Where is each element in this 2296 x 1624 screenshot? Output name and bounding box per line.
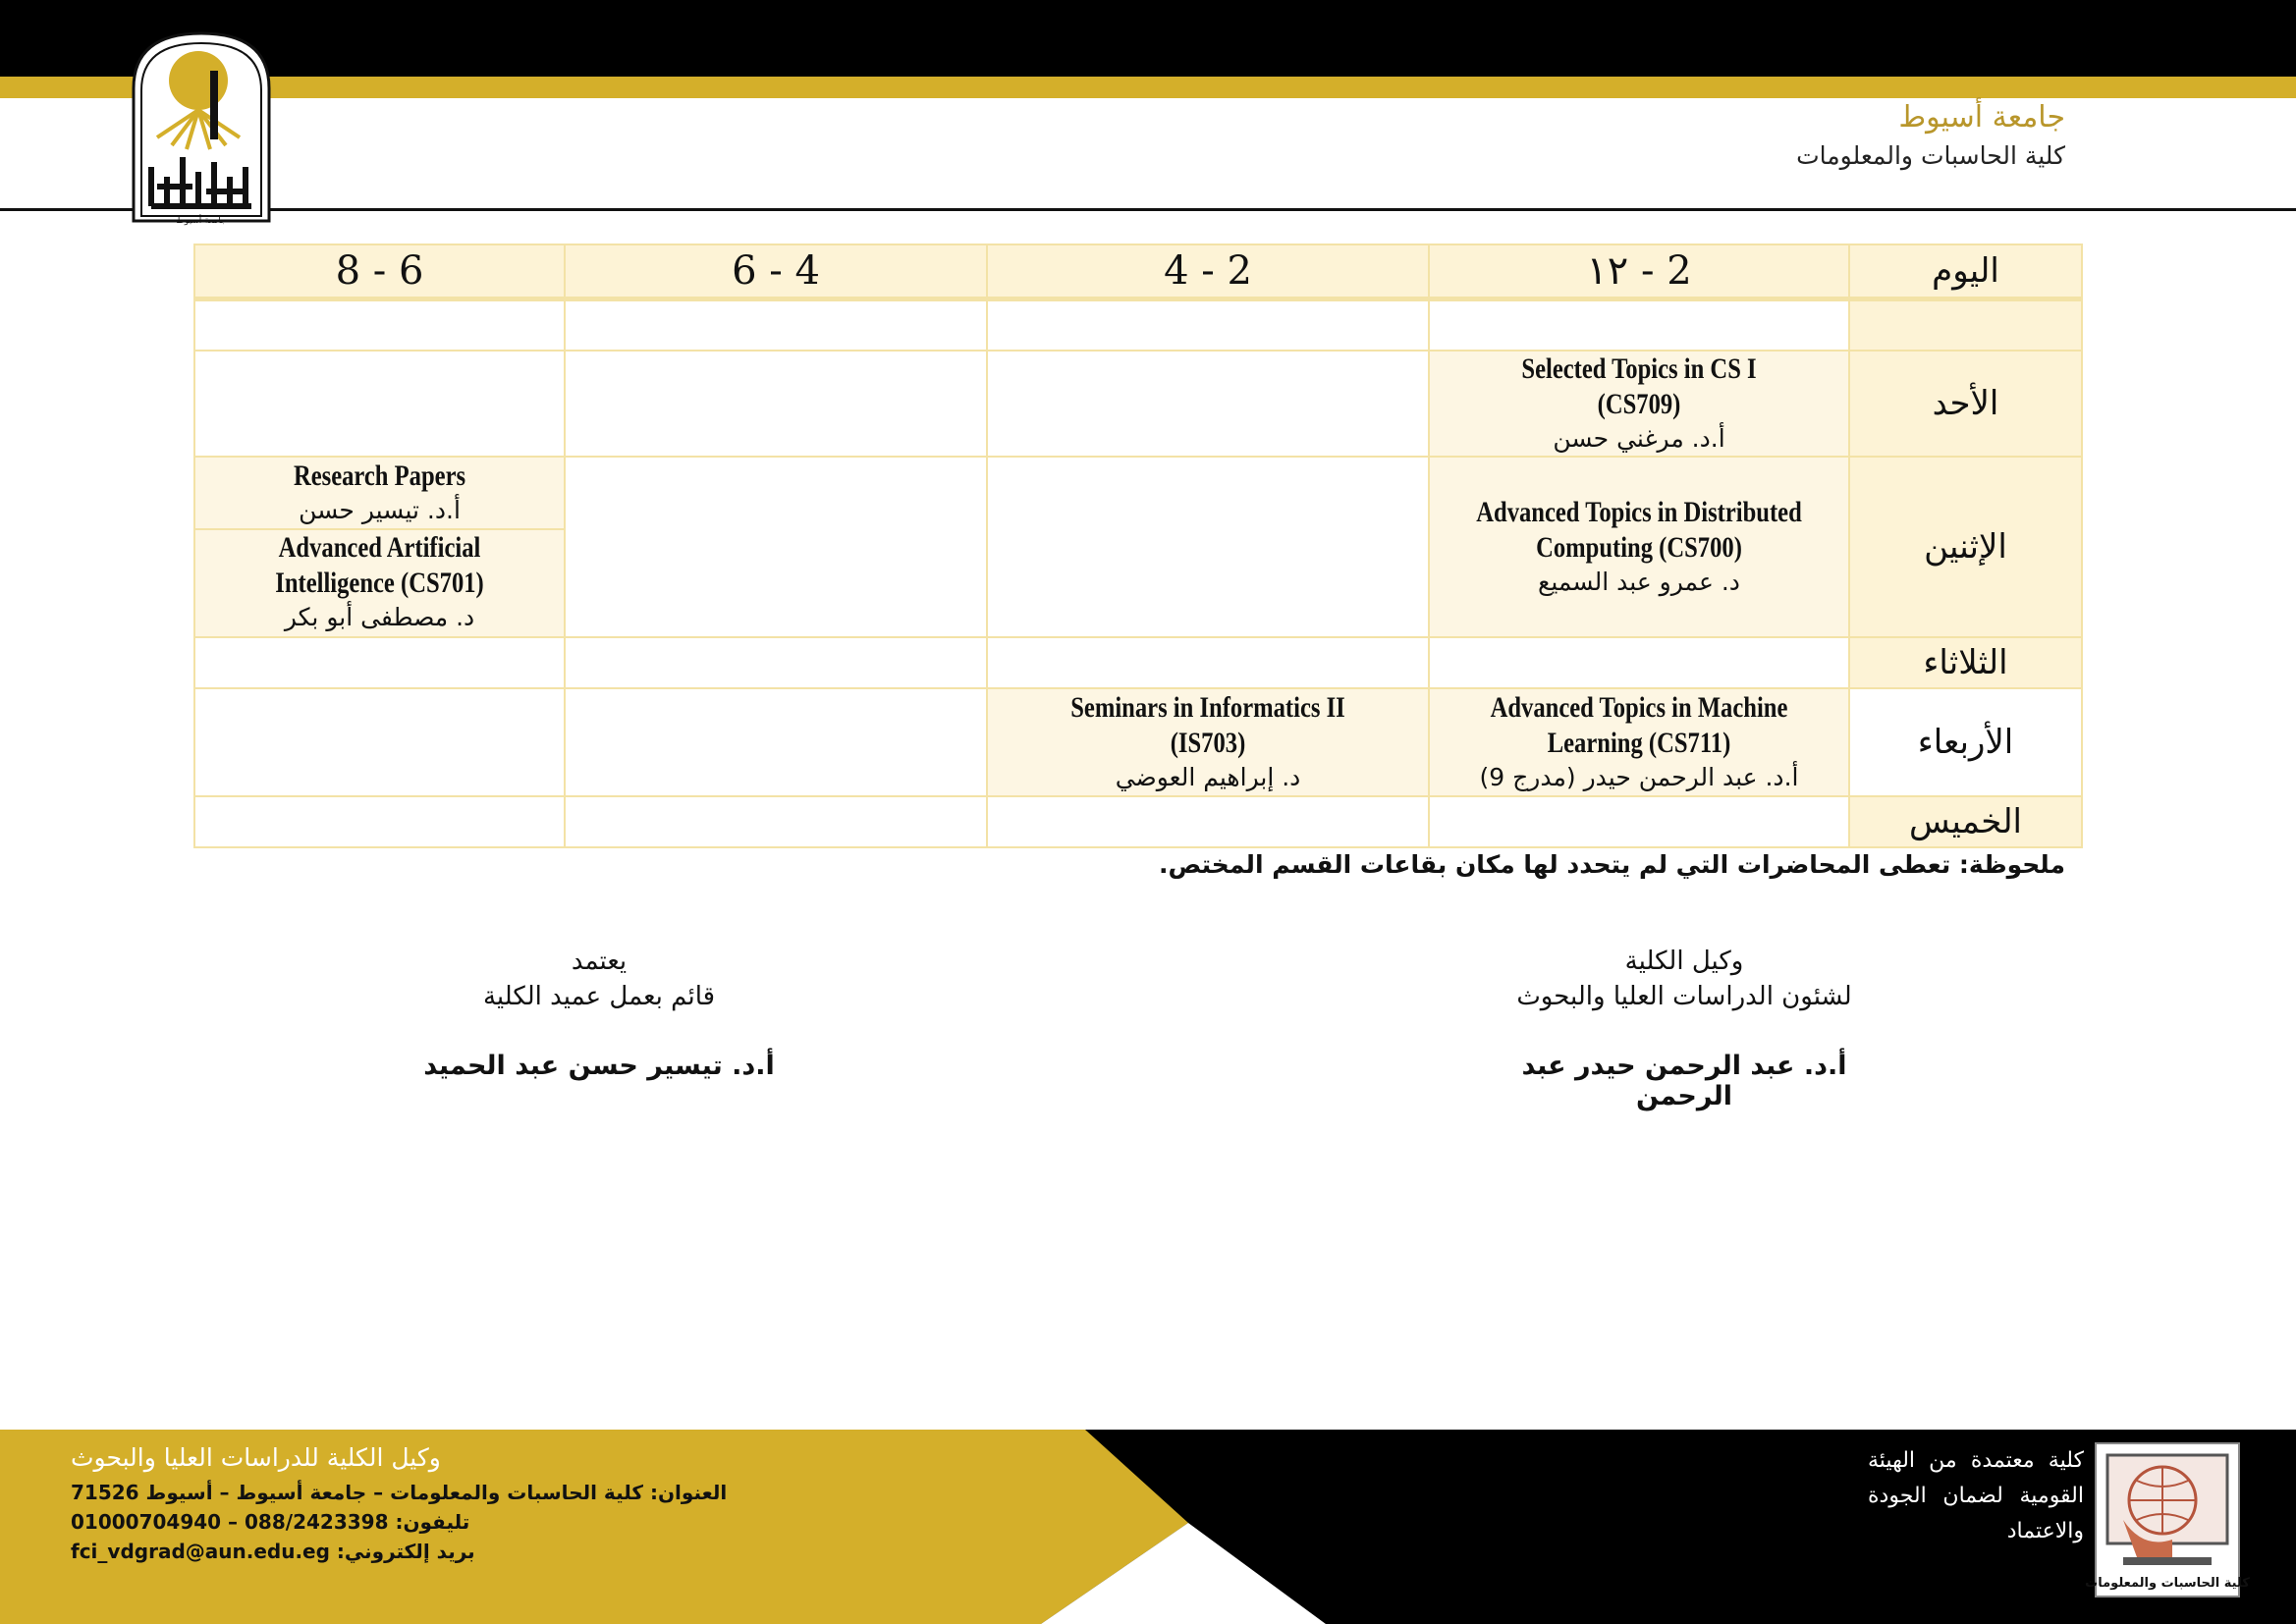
empty-cell <box>987 299 1429 351</box>
col-header-4-2: 4 - 2 <box>987 244 1429 299</box>
signature-title: يعتمد <box>571 947 628 976</box>
svg-text:جامعة أسيوط: جامعة أسيوط <box>176 216 227 226</box>
day-wednesday: الأربعاء <box>1849 688 2082 796</box>
empty-cell <box>565 637 987 688</box>
footer-address: العنوان: كلية الحاسبات والمعلومات – جامعة أسيوط – أسيوط 71526 <box>71 1481 728 1504</box>
row-sunday <box>194 351 2082 457</box>
footer-email: بريد إلكتروني: fci_vdgrad@aun.edu.eg <box>71 1540 475 1563</box>
faculty-name: كلية الحاسبات والمعلومات <box>1796 141 2065 170</box>
empty-cell <box>194 351 565 457</box>
header-black-band <box>0 0 2296 77</box>
spacer-row <box>194 299 2082 351</box>
day-monday: الإثنين <box>1849 457 2082 637</box>
header-divider <box>0 208 2296 211</box>
empty-cell <box>987 351 1429 457</box>
header-gold-band <box>0 77 2296 98</box>
empty-cell <box>987 457 1429 637</box>
instructor-name: د. إبراهيم العوضي <box>1115 762 1301 791</box>
row-wednesday <box>194 688 2082 796</box>
day-thursday: الخميس <box>1849 796 2082 847</box>
instructor-name: د. مصطفى أبو بكر <box>284 603 475 631</box>
empty-cell <box>565 351 987 457</box>
empty-cell <box>1429 796 1849 847</box>
empty-cell <box>565 299 987 351</box>
row-monday <box>194 457 2082 637</box>
course-code: Intelligence (CS701) <box>275 567 484 599</box>
course-cell-cs711 <box>1429 688 1849 796</box>
empty-cell <box>194 299 565 351</box>
signature-title: وكيل الكلية <box>1624 947 1744 976</box>
signature-subtitle: لشئون الدراسات العليا والبحوث <box>1516 982 1852 1011</box>
row-tuesday <box>194 637 2082 688</box>
signature-name: أ.د. تيسير حسن عبد الحميد <box>423 1051 775 1081</box>
day-tuesday: الثلاثاء <box>1849 637 2082 688</box>
course-cell-cs700 <box>1429 457 1849 637</box>
course-code: (IS703) <box>1170 726 1246 759</box>
empty-cell <box>1429 637 1849 688</box>
instructor-name: د. عمرو عبد السميع <box>1538 567 1740 596</box>
instructor-name: أ.د. تيسير حسن <box>299 496 461 524</box>
course-code: (CS709) <box>1597 387 1681 420</box>
footer-title: وكيل الكلية للدراسات العليا والبحوث <box>71 1443 441 1472</box>
footer-phone: تليفون: 088/2423398 – 01000704940 <box>71 1510 470 1534</box>
col-header-8-6: 8 - 6 <box>194 244 565 299</box>
accreditation-text: كلية معتمدة من الهيئة القومية لضمان الجودة والاعتماد <box>1868 1448 2084 1543</box>
signature-name: أ.د. عبد الرحمن حيدر عبد الرحمن <box>1521 1051 1847 1111</box>
course-title: Advanced Topics in Machine <box>1490 690 1788 724</box>
row-thursday <box>194 796 2082 847</box>
signature-subtitle: قائم بعمل عميد الكلية <box>482 982 716 1011</box>
split-cell <box>195 459 564 635</box>
day-sunday: الأحد <box>1849 351 2082 457</box>
course-title: Advanced Topics in Distributed <box>1476 495 1802 528</box>
course-title: Research Papers <box>293 460 466 492</box>
course-code: Learning (CS711) <box>1547 726 1731 759</box>
col-header-6-4: 6 - 4 <box>565 244 987 299</box>
course-cell-monday-6-8 <box>194 457 565 637</box>
empty-cell <box>1429 299 1849 351</box>
empty-cell <box>565 688 987 796</box>
instructor-name: أ.د. مرغني حسن <box>1553 423 1725 453</box>
schedule-table <box>193 244 2083 848</box>
university-name: جامعة أسيوط <box>1898 100 2065 135</box>
course-cell-is703 <box>987 688 1429 796</box>
empty-cell <box>194 796 565 847</box>
empty-day-cell <box>1849 299 2082 351</box>
col-header-day: اليوم <box>1849 244 2082 299</box>
course-title: Selected Topics in CS I <box>1521 352 1757 385</box>
empty-cell <box>194 688 565 796</box>
empty-cell <box>987 637 1429 688</box>
header-row <box>194 244 2082 299</box>
empty-cell <box>194 637 565 688</box>
col-header-12-2: ١٢ - 2 <box>1429 244 1849 299</box>
signature-dean <box>412 947 786 1081</box>
course-cell-cs709 <box>1429 351 1849 457</box>
empty-cell <box>565 457 987 637</box>
empty-cell <box>987 796 1429 847</box>
signature-vice-dean <box>1473 947 1895 1111</box>
empty-cell <box>565 796 987 847</box>
svg-text:كلية الحاسبات والمعلومات: كلية الحاسبات والمعلومات <box>2085 1576 2250 1591</box>
assiut-university-logo <box>128 29 275 226</box>
course-title: Seminars in Informatics II <box>1070 690 1345 724</box>
instructor-name: أ.د. عبد الرحمن حيدر (مدرج 9) <box>1479 762 1799 791</box>
course-code: Computing (CS700) <box>1536 530 1742 564</box>
course-title: Advanced Artificial <box>278 531 481 564</box>
faculty-accreditation-logo <box>2085 1441 2250 1598</box>
schedule-note: ملحوظة: تعطى المحاضرات التي لم يتحدد لها مكان بقاعات القسم المختص. <box>1158 850 2065 879</box>
